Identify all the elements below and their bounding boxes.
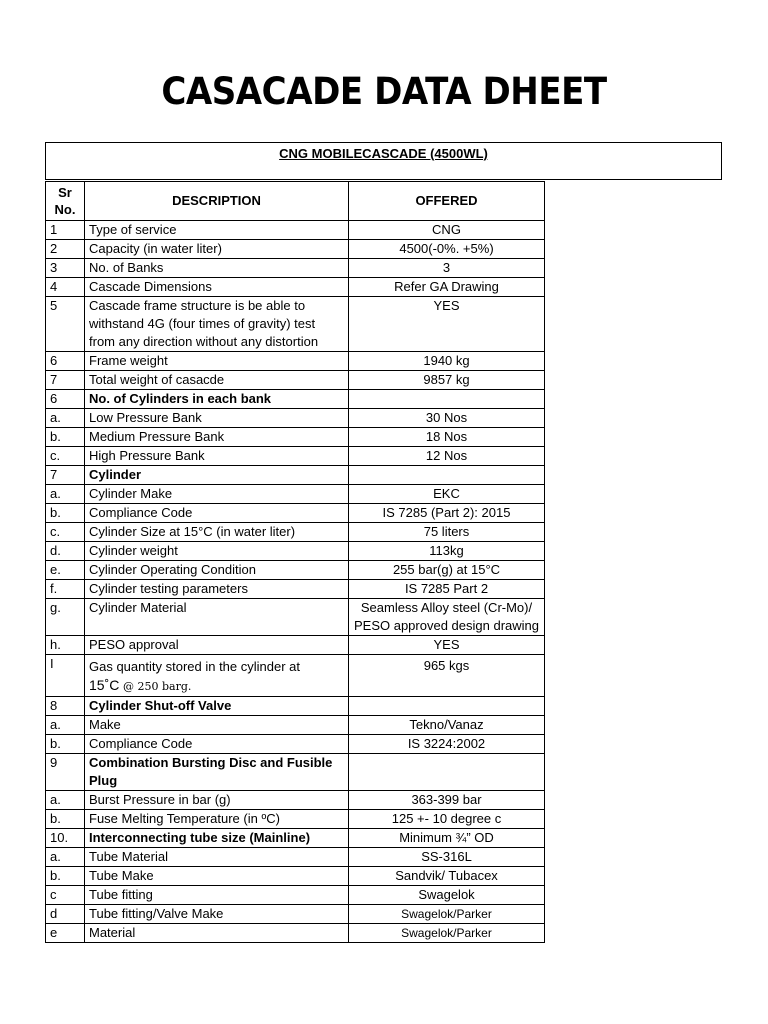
table-row [46, 409, 545, 428]
row-description: No. of Cylinders in each bank [85, 390, 349, 409]
row-description: Combination Bursting Disc and Fusible Plug [85, 754, 349, 791]
row-offered: Tekno/Vanaz [349, 716, 545, 735]
row-offered: Swagelok/Parker [349, 924, 545, 943]
row-offered: 4500(-0%. +5%) [349, 240, 545, 259]
table-row [46, 240, 545, 259]
table-row [46, 371, 545, 390]
row-sr: a. [46, 791, 85, 810]
row-description: High Pressure Bank [85, 447, 349, 466]
row-offered: 12 Nos [349, 447, 545, 466]
row-offered: 3 [349, 259, 545, 278]
row-description-pressure: @ 250 barg. [122, 680, 192, 693]
table-row [46, 580, 545, 599]
table-row [46, 655, 545, 697]
row-description: Total weight of casacde [85, 371, 349, 390]
table-row [46, 542, 545, 561]
row-sr: c. [46, 523, 85, 542]
row-offered: Swagelok [349, 886, 545, 905]
table-row [46, 278, 545, 297]
section-row [46, 754, 545, 791]
row-description: Tube fitting/Valve Make [85, 905, 349, 924]
table-row [46, 599, 545, 636]
row-description: PESO approval [85, 636, 349, 655]
table-row [46, 221, 545, 240]
row-description: Cylinder Shut-off Valve [85, 697, 349, 716]
row-description: Make [85, 716, 349, 735]
table-caption: CNG MOBILECASCADE (4500WL) [279, 146, 488, 161]
row-offered: 18 Nos [349, 428, 545, 447]
row-description: Material [85, 924, 349, 943]
table-row [46, 886, 545, 905]
table-row [46, 735, 545, 754]
row-offered [349, 754, 545, 791]
row-sr: 10. [46, 829, 85, 848]
row-offered: 1940 kg [349, 352, 545, 371]
row-offered: IS 7285 (Part 2): 2015 [349, 504, 545, 523]
header-offered: OFFERED [349, 182, 545, 221]
row-description: Cylinder Operating Condition [85, 561, 349, 580]
row-sr: 7 [46, 466, 85, 485]
row-sr: 6 [46, 352, 85, 371]
row-offered: 255 bar(g) at 15°C [349, 561, 545, 580]
row-sr: 9 [46, 754, 85, 791]
row-sr: b. [46, 428, 85, 447]
row-sr: 1 [46, 221, 85, 240]
row-sr: a. [46, 485, 85, 504]
row-description: Tube Material [85, 848, 349, 867]
row-description: Interconnecting tube size (Mainline) [85, 829, 349, 848]
row-offered: Minimum ¾” OD [349, 829, 545, 848]
row-description-temp: 15˚C [89, 677, 120, 693]
row-offered: CNG [349, 221, 545, 240]
row-offered: Refer GA Drawing [349, 278, 545, 297]
table-row [46, 810, 545, 829]
row-offered: 75 liters [349, 523, 545, 542]
row-sr: a. [46, 716, 85, 735]
row-description: Frame weight [85, 352, 349, 371]
row-sr: 7 [46, 371, 85, 390]
section-row [46, 466, 545, 485]
row-sr: e [46, 924, 85, 943]
row-sr: d [46, 905, 85, 924]
row-description: Cylinder Material [85, 599, 349, 636]
table-row [46, 504, 545, 523]
row-offered: 965 kgs [349, 655, 545, 697]
row-sr: b. [46, 735, 85, 754]
row-offered: SS-316L [349, 848, 545, 867]
section-row [46, 829, 545, 848]
row-offered [349, 390, 545, 409]
row-offered: Swagelok/Parker [349, 905, 545, 924]
row-sr: d. [46, 542, 85, 561]
row-sr: b. [46, 504, 85, 523]
data-sheet-table [45, 181, 545, 943]
table-caption-box [45, 142, 722, 180]
row-description [85, 655, 349, 697]
table-row [46, 428, 545, 447]
row-description: Cylinder testing parameters [85, 580, 349, 599]
row-offered: Seamless Alloy steel (Cr-Mo)/ PESO approved design drawing [349, 599, 545, 636]
row-description: Cylinder Make [85, 485, 349, 504]
table-row [46, 352, 545, 371]
row-description: Compliance Code [85, 735, 349, 754]
table-row [46, 791, 545, 810]
table-row [46, 924, 545, 943]
row-description: Tube fitting [85, 886, 349, 905]
row-sr: a. [46, 409, 85, 428]
row-sr: a. [46, 848, 85, 867]
row-offered: EKC [349, 485, 545, 504]
row-description: Fuse Melting Temperature (in ºC) [85, 810, 349, 829]
row-description: Cylinder [85, 466, 349, 485]
row-sr: b. [46, 867, 85, 886]
row-description: Cylinder Size at 15°C (in water liter) [85, 523, 349, 542]
row-offered: IS 3224:2002 [349, 735, 545, 754]
row-description: Low Pressure Bank [85, 409, 349, 428]
row-offered: YES [349, 636, 545, 655]
row-offered: 9857 kg [349, 371, 545, 390]
row-description: Compliance Code [85, 504, 349, 523]
row-sr: 6 [46, 390, 85, 409]
table-row [46, 636, 545, 655]
section-row [46, 697, 545, 716]
row-offered: IS 7285 Part 2 [349, 580, 545, 599]
document-title: CASACADE DATA DHEET [161, 70, 607, 113]
row-offered [349, 697, 545, 716]
row-description: Burst Pressure in bar (g) [85, 791, 349, 810]
table-row [46, 561, 545, 580]
table-row [46, 905, 545, 924]
row-sr: b. [46, 810, 85, 829]
row-sr: g. [46, 599, 85, 636]
row-description: Cascade Dimensions [85, 278, 349, 297]
header-sr-no: Sr No. [46, 182, 85, 221]
row-description: Cylinder weight [85, 542, 349, 561]
section-row [46, 390, 545, 409]
row-sr: 2 [46, 240, 85, 259]
row-offered: 113kg [349, 542, 545, 561]
row-offered [349, 466, 545, 485]
row-description: Capacity (in water liter) [85, 240, 349, 259]
table-row [46, 485, 545, 504]
row-offered: YES [349, 297, 545, 352]
table-row [46, 447, 545, 466]
row-offered: 30 Nos [349, 409, 545, 428]
row-sr: e. [46, 561, 85, 580]
table-row [46, 259, 545, 278]
row-offered: Sandvik/ Tubacex [349, 867, 545, 886]
row-sr: f. [46, 580, 85, 599]
table-row [46, 716, 545, 735]
row-description: No. of Banks [85, 259, 349, 278]
row-description-text: Gas quantity stored in the cylinder at [89, 659, 301, 674]
table-row [46, 848, 545, 867]
table-row [46, 867, 545, 886]
row-description: Cascade frame structure is be able to withstand 4G (four times of gravity) test from any direction without any distortion [85, 297, 349, 352]
row-sr: h. [46, 636, 85, 655]
row-sr: 5 [46, 297, 85, 352]
row-description: Tube Make [85, 867, 349, 886]
header-description: DESCRIPTION [85, 182, 349, 221]
table-row [46, 523, 545, 542]
row-sr: c [46, 886, 85, 905]
table-row [46, 297, 545, 352]
row-sr: 8 [46, 697, 85, 716]
row-description: Medium Pressure Bank [85, 428, 349, 447]
row-sr: 3 [46, 259, 85, 278]
row-sr: 4 [46, 278, 85, 297]
row-offered: 363-399 bar [349, 791, 545, 810]
row-sr: c. [46, 447, 85, 466]
row-sr: I [46, 655, 85, 697]
table-header-row [46, 182, 545, 221]
row-description: Type of service [85, 221, 349, 240]
row-offered: 125 +- 10 degree c [349, 810, 545, 829]
